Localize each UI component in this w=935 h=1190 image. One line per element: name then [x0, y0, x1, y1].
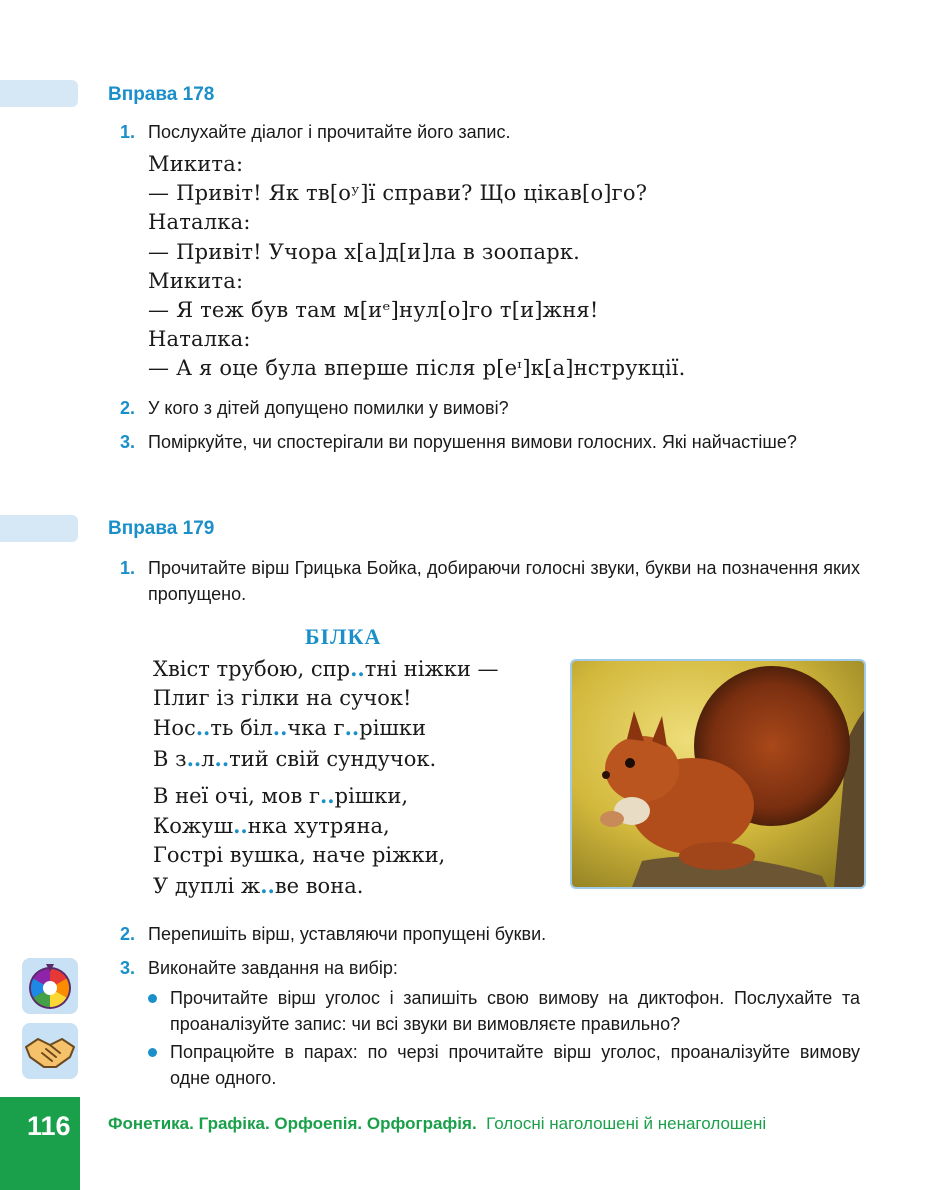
- poem-stanza-1: [153, 654, 499, 774]
- missing-letter-marker: ..: [214, 745, 230, 771]
- choice-option-2: [148, 1039, 860, 1091]
- footer-section: Фонетика. Графіка. Орфоепія. Орфографія.: [108, 1114, 477, 1133]
- task-text: Прочитайте вірш Грицька Бойка, добираючи голосні звуки, букви на позначення яких пропущено.: [148, 558, 860, 604]
- task-number: 2.: [120, 398, 136, 418]
- exercise-178-task-1: [120, 119, 860, 145]
- poem-text: л: [201, 746, 215, 771]
- missing-letter-marker: ..: [233, 813, 248, 839]
- poem-text: чка г: [287, 716, 345, 741]
- poem-text: ве вона.: [274, 873, 364, 898]
- missing-letter-marker: ..: [320, 783, 335, 808]
- poem-title: БІЛКА: [305, 624, 382, 649]
- dialog-line: — Привіт! Як тв[оʸ]ї справи? Що цікав[о]го?: [148, 181, 648, 206]
- footer: [108, 1114, 766, 1134]
- dialog-line: — Я теж був там м[иᵉ]нул[о]го т[и]жня!: [148, 298, 599, 323]
- task-number: 3.: [120, 432, 136, 452]
- task-text: Перепишіть вірш, уставляючи пропущені букви.: [148, 924, 547, 944]
- poem-text: тні ніжки —: [364, 657, 499, 681]
- poem-line: [153, 744, 499, 774]
- poem-line: [153, 713, 499, 743]
- exercise-179-task-1: [120, 555, 860, 607]
- squirrel-illustration: [572, 661, 864, 887]
- dialog-line: — Привіт! Учора х[а]д[и]ла в зоопарк.: [148, 239, 581, 264]
- poem-text: нка хутряна,: [247, 814, 390, 839]
- section-tab: [0, 80, 78, 107]
- dialog-line: Микита:: [148, 268, 244, 293]
- poem-line: [153, 654, 499, 684]
- exercise-179-task-3: [120, 955, 860, 981]
- poem-text: Кожуш: [153, 814, 234, 839]
- exercise-179-title: Вправа 179: [108, 518, 215, 539]
- poem-text: рішки,: [334, 784, 409, 808]
- poem-stanza-2: [153, 781, 445, 901]
- poem-line: [153, 684, 499, 713]
- missing-letter-marker: ..: [272, 715, 288, 741]
- poem-text: Нос: [153, 716, 196, 741]
- poem-line: [153, 871, 445, 901]
- poem-text: В з: [153, 746, 187, 771]
- missing-letter-marker: ..: [350, 656, 365, 681]
- footer-topic: Голосні наголошені й ненаголошені: [486, 1114, 767, 1133]
- section-tab: [0, 515, 78, 542]
- dialog-line: Микита:: [148, 152, 244, 176]
- poem-text: У дуплі ж: [153, 873, 261, 898]
- page-number: 116: [27, 1111, 71, 1141]
- handshake-icon: [22, 1023, 78, 1079]
- bullet-dot: [148, 1048, 157, 1057]
- task-text: У кого з дітей допущено помилки у вимові?: [148, 398, 509, 418]
- poem-text: рішки: [359, 716, 427, 741]
- squirrel-photo: [570, 659, 866, 889]
- bullet-text: Попрацюйте в парах: по черзі прочитайте вірш уголос, проаналізуйте вимову одне одного.: [170, 1042, 860, 1088]
- color-wheel-icon: [22, 958, 78, 1014]
- dialog: [148, 150, 686, 384]
- bullet-dot: [148, 994, 157, 1003]
- poem-text: Хвіст трубою, спр: [153, 657, 351, 681]
- task-text: Виконайте завдання на вибір:: [148, 958, 398, 978]
- missing-letter-marker: ..: [260, 872, 275, 898]
- missing-letter-marker: ..: [344, 715, 360, 741]
- dialog-line: Наталка:: [148, 327, 251, 352]
- poem-text: Плиг із гілки на сучок!: [153, 686, 412, 711]
- exercise-178-task-2: [120, 395, 860, 421]
- task-text: Поміркуйте, чи спостерігали ви порушення вимови голосних. Які найчастіше?: [148, 432, 797, 452]
- task-number: 1.: [120, 558, 136, 578]
- task-number: 3.: [120, 958, 136, 978]
- task-number: 1.: [120, 122, 136, 142]
- page-number-box: [0, 1097, 80, 1190]
- exercise-179-task-2: [120, 921, 860, 947]
- task-number: 2.: [120, 924, 136, 944]
- bullet-text: Прочитайте вірш уголос і запишіть свою вимову на диктофон. Послухайте та проаналізуйте запис: чи всі звуки ви вимовляєте правильно?: [170, 988, 860, 1034]
- exercise-178-title: Вправа 178: [108, 84, 215, 105]
- poem-text: тий свій сундучок.: [229, 746, 437, 771]
- poem-text: ть біл: [210, 716, 273, 741]
- poem-line: [153, 811, 445, 841]
- dialog-line: — А я оце була вперше після р[еᶦ]к[а]нструкції.: [148, 356, 686, 381]
- poem-line: [153, 781, 445, 811]
- missing-letter-marker: ..: [186, 745, 202, 771]
- exercise-178-task-3: [120, 429, 860, 455]
- poem-text: В неї очі, мов г: [153, 784, 320, 808]
- choice-option-1: [148, 985, 860, 1037]
- dialog-line: Наталка:: [148, 210, 251, 235]
- poem-line: [153, 841, 445, 870]
- poem-text: Гострі вушка, наче ріжки,: [153, 843, 446, 868]
- task-text: Послухайте діалог і прочитайте його запис.: [148, 122, 511, 142]
- missing-letter-marker: ..: [195, 715, 211, 741]
